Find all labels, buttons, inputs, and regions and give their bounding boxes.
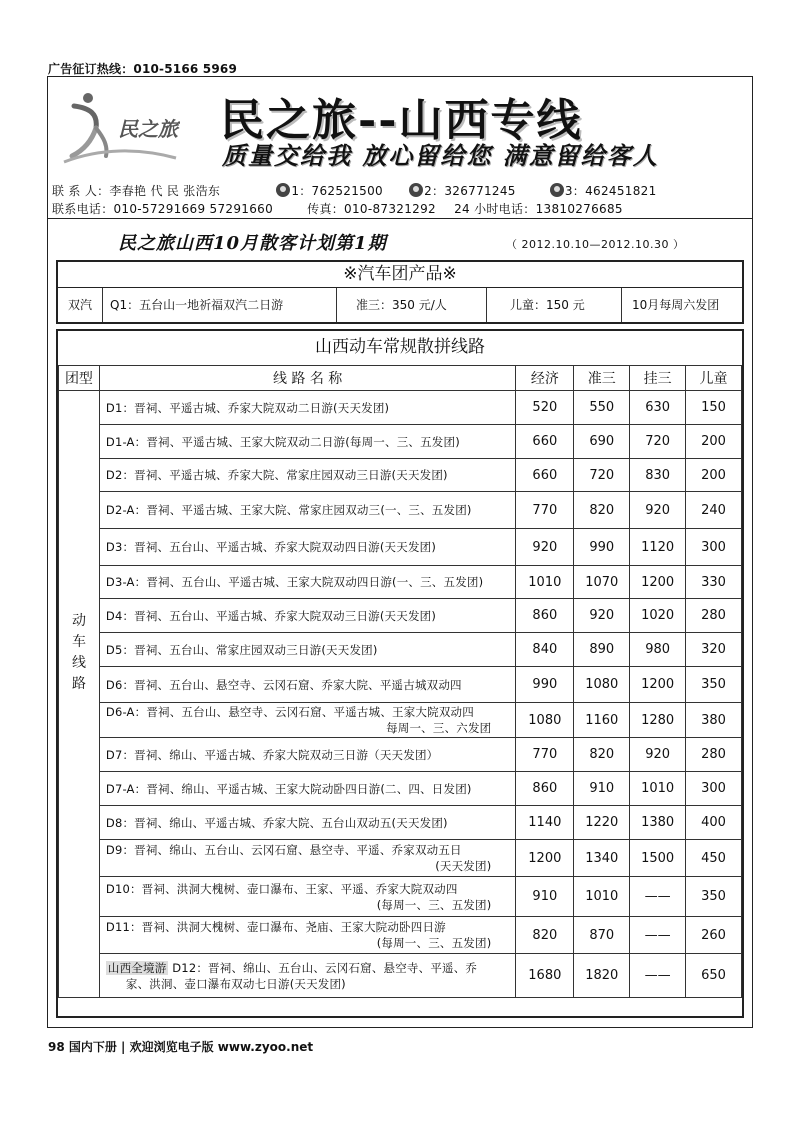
price-standard3: 720 [574,459,630,492]
price-listed3: 1380 [630,806,686,840]
divider [102,288,103,322]
route-cell [99,738,516,772]
route-cell [99,772,516,806]
price-economy: 920 [516,529,574,566]
type-char: 路 [71,676,86,692]
price-listed3: 720 [630,425,686,459]
table-header [59,366,742,391]
route-note: 家、洪洞、壶口瀑布双动七日游(天天发团) [125,976,346,991]
qq-icon [276,183,290,197]
table-row [59,954,742,998]
table-row [59,917,742,954]
plan-dates: （ 2012.10.10—2012.10.30 ） [506,238,685,251]
bus-type: 双汽 [68,298,93,312]
header-standard3: 准三 [574,366,630,391]
route-name: D5：晋祠、五台山、常家庄园双动三日游(天天发团) [105,642,378,657]
type-char: 车 [71,634,86,650]
price-standard3: 1160 [574,703,630,738]
price-child: 280 [686,738,742,772]
price-economy: 520 [516,391,574,425]
price-listed3: 630 [630,391,686,425]
price-child: 400 [686,806,742,840]
price-standard3: 910 [574,772,630,806]
price-child: 200 [686,425,742,459]
route-cell [99,566,516,599]
table-row [59,738,742,772]
price-economy: 860 [516,599,574,633]
price-standard3: 890 [574,633,630,667]
route-note: (每周一、三、五发团) [376,936,492,950]
header-listed3: 挂三 [630,366,686,391]
price-economy: 990 [516,667,574,703]
contact-line-1 [52,182,657,199]
table-row [59,772,742,806]
price-child: 320 [686,633,742,667]
route-cell [99,425,516,459]
qq-2: 2：326771245 [424,184,516,198]
route-cell [99,459,516,492]
price-standard3: 1070 [574,566,630,599]
route-note: 每周一、三、六发团 [386,721,492,735]
route-cell [99,917,516,954]
price-economy: 1200 [516,840,574,877]
bus-price-child: 儿童：150 元 [510,298,585,312]
price-child: 240 [686,492,742,529]
price-listed3: 1010 [630,772,686,806]
route-cell [99,840,516,877]
route-cell [99,492,516,529]
price-child: 260 [686,917,742,954]
table-row [59,877,742,917]
price-economy: 1140 [516,806,574,840]
route-cell [99,806,516,840]
contact-phone: 联系电话：010-57291669 57291660 [52,202,274,216]
price-child: 650 [686,954,742,998]
table-row [59,806,742,840]
price-economy: 1010 [516,566,574,599]
train-title: 山西动车常规散拼线路 [315,337,485,357]
plan-title: 民之旅山西10月散客计划第1期 [118,233,387,254]
table-row [59,703,742,738]
price-listed3: 980 [630,633,686,667]
type-cell [59,391,100,998]
header-type: 团型 [59,366,100,391]
route-name: D1：晋祠、平遥古城、乔家大院双动二日游(天天发团) [105,400,390,415]
price-standard3: 820 [574,492,630,529]
divider [486,288,487,322]
price-listed3: —— [630,877,686,917]
table-row [59,840,742,877]
header-economy: 经济 [516,366,574,391]
header-route: 线 路 名 称 [99,366,516,391]
price-economy: 910 [516,877,574,917]
price-economy: 660 [516,425,574,459]
price-listed3: 1120 [630,529,686,566]
price-listed3: 1280 [630,703,686,738]
price-child: 280 [686,599,742,633]
divider [336,288,337,322]
route-cell [99,877,516,917]
price-child: 450 [686,840,742,877]
divider [621,288,622,322]
page-footer: 98 国内下册 | 欢迎浏览电子版 www.zyoo.net [48,1040,314,1054]
route-name: D2-A：晋祠、平遥古城、王家大院、常家庄园双动三(一、三、五发团) [105,503,472,517]
price-economy: 860 [516,772,574,806]
qq-1: 1：762521500 [291,184,383,198]
route-name: D4：晋祠、五台山、平遥古城、乔家大院双动三日游(天天发团) [105,608,437,623]
route-name: D7：晋祠、绵山、平遥古城、乔家大院双动三日游（天天发团） [105,747,439,762]
route-note: (每周一、三、五发团) [376,897,492,912]
type-char: 线 [71,655,86,671]
table-row [59,459,742,492]
route-name: D10：晋祠、洪洞大槐树、壶口瀑布、王家、平遥、乔家大院双动四 [105,881,458,896]
route-cell [99,633,516,667]
price-child: 300 [686,772,742,806]
price-listed3: 1200 [630,667,686,703]
table-row [59,633,742,667]
price-standard3: 990 [574,529,630,566]
table-row [59,599,742,633]
route-cell [99,529,516,566]
price-listed3: 830 [630,459,686,492]
price-standard3: 1010 [574,877,630,917]
route-name: D2：晋祠、平遥古城、乔家大院、常家庄园双动三日游(天天发团) [105,468,448,482]
route-name: D6-A：晋祠、五台山、悬空寺、云冈石窟、平遥古城、王家大院双动四 [105,705,474,719]
price-standard3: 550 [574,391,630,425]
price-economy: 840 [516,633,574,667]
price-standard3: 920 [574,599,630,633]
route-name: D12：晋祠、绵山、五台山、云冈石窟、悬空寺、平遥、乔 [172,960,478,975]
price-listed3: 1200 [630,566,686,599]
bus-heading: ※汽车团产品※ [343,264,457,284]
contact-24h: 24 小时电话：13810276685 [454,202,623,216]
brand-logo [60,84,180,168]
price-standard3: 870 [574,917,630,954]
price-child: 380 [686,703,742,738]
contact-fax: 传真：010-87321292 [307,202,436,216]
price-standard3: 1340 [574,840,630,877]
route-cell [99,954,516,998]
brand-slogan: 质量交给我 放心留给您 满意留给客人 [222,141,659,170]
ad-hotline: 广告征订热线：010-5166 5969 [48,62,238,76]
price-listed3: 1020 [630,599,686,633]
table-row [59,667,742,703]
qq-icon [409,183,423,197]
price-economy: 660 [516,459,574,492]
header-child: 儿童 [686,366,742,391]
price-standard3: 1220 [574,806,630,840]
route-cell [99,599,516,633]
table-row [59,391,742,425]
table-row [59,492,742,529]
contact-people: 联 系 人：李春艳 代 民 张浩东 [52,184,221,198]
price-economy: 1680 [516,954,574,998]
price-standard3: 1080 [574,667,630,703]
price-economy: 770 [516,738,574,772]
contact-line-2 [52,200,623,217]
route-tag: 山西全境游 [107,960,167,975]
bus-schedule: 10月每周六发团 [632,298,720,312]
route-name: D3-A：晋祠、五台山、平遥古城、王家大院双动四日游(一、三、五发团) [105,575,484,589]
divider [58,287,742,288]
route-note: (天天发团) [435,859,492,873]
bus-route: Q1：五台山一地祈福双汽二日游 [110,298,284,312]
qq-icon [550,183,564,197]
price-child: 300 [686,529,742,566]
price-listed3: 920 [630,492,686,529]
route-name: D3：晋祠、五台山、平遥古城、乔家大院双动四日游(天天发团) [105,540,437,554]
price-listed3: 1500 [630,840,686,877]
divider [48,218,752,219]
route-name: D11：晋祠、洪洞大槐树、壶口瀑布、尧庙、王家大院动卧四日游 [105,920,446,934]
price-economy: 820 [516,917,574,954]
price-child: 200 [686,459,742,492]
route-name: D8：晋祠、绵山、平遥古城、乔家大院、五台山双动五(天天发团) [105,815,448,830]
route-name: D7-A：晋祠、绵山、平遥古城、王家大院动卧四日游(二、四、日发团) [105,781,472,796]
price-standard3: 690 [574,425,630,459]
route-cell [99,667,516,703]
price-listed3: 920 [630,738,686,772]
table-row [59,529,742,566]
price-child: 150 [686,391,742,425]
price-economy: 770 [516,492,574,529]
route-table [58,365,742,998]
price-child: 350 [686,667,742,703]
brand-title: 民之旅--山西专线 [220,95,583,146]
logo-text: 民之旅 [118,117,178,141]
price-child: 350 [686,877,742,917]
type-char: 动 [71,613,86,629]
price-economy: 1080 [516,703,574,738]
table-row [59,566,742,599]
qq-3: 3：462451821 [564,184,657,198]
bus-price-std: 准三：350 元/人 [356,298,447,312]
route-name: D1-A：晋祠、平遥古城、王家大院双动二日游(每周一、三、五发团) [105,434,460,449]
table-row [59,425,742,459]
route-name: D9：晋祠、绵山、五台山、云冈石窟、悬空寺、平遥、乔家双动五日 [105,843,462,857]
route-cell [99,391,516,425]
price-standard3: 1820 [574,954,630,998]
route-name: D6：晋祠、五台山、悬空寺、云冈石窟、乔家大院、平遥古城双动四 [105,677,462,692]
price-standard3: 820 [574,738,630,772]
price-listed3: —— [630,954,686,998]
price-child: 330 [686,566,742,599]
route-cell [99,703,516,738]
price-listed3: —— [630,917,686,954]
